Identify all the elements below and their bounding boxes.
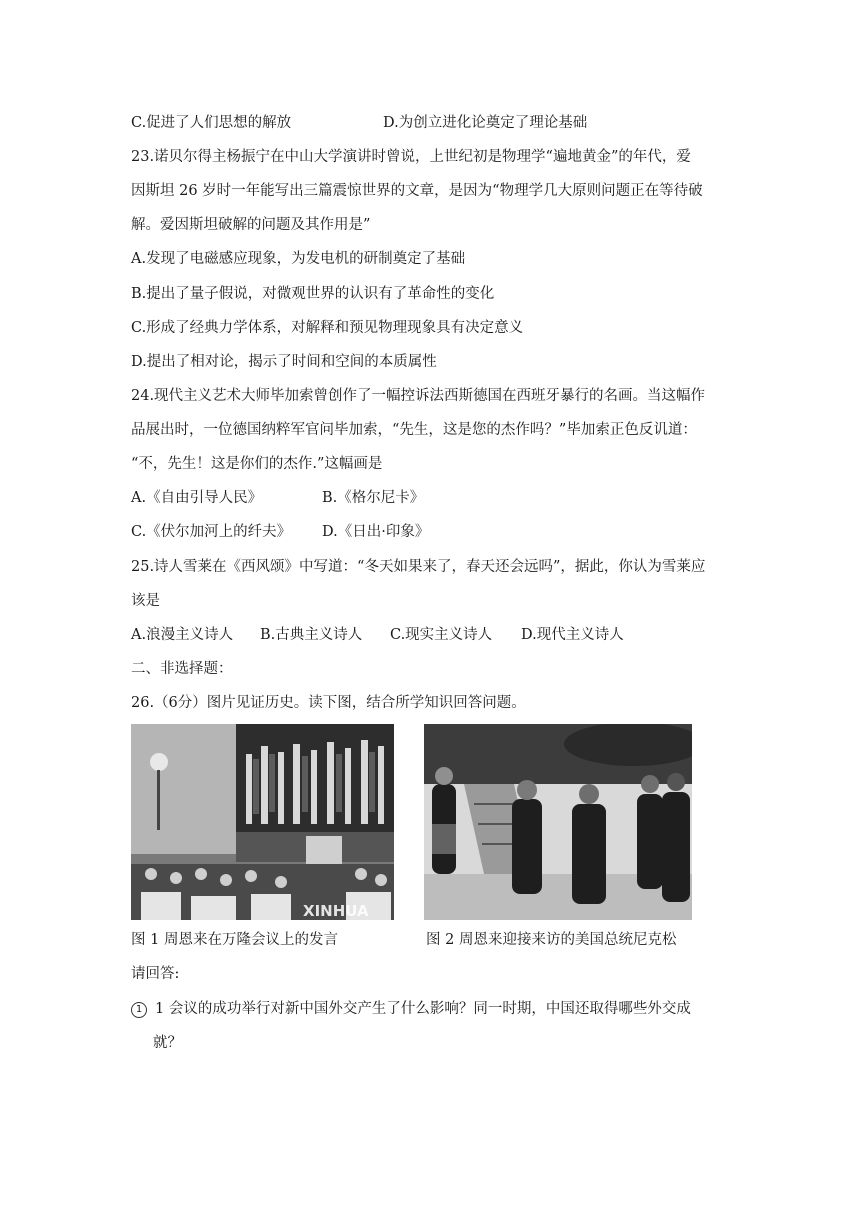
q24-stem-line2: 品展出时，一位德国纳粹军官问毕加索，“先生，这是您的杰作吗？”毕加索正色反讥道： bbox=[131, 422, 697, 438]
q24-stem-line1: 24.现代主义艺术大师毕加索曾创作了一幅控诉法西斯德国在西班牙暴行的名画。当这幅作 bbox=[131, 388, 706, 404]
q22-option-d: D.为创立进化论奠定了理论基础 bbox=[383, 115, 588, 131]
q25-stem-line2: 该是 bbox=[131, 593, 160, 609]
q26-sub1-line1 bbox=[131, 999, 691, 1019]
q23-stem-line2: 因斯坦 26 岁时一年能写出三篇震惊世界的文章，是因为“物理学几大原则问题正在等待破 bbox=[131, 183, 703, 199]
q26-prompt: 请回答: bbox=[131, 966, 180, 982]
q26-sub1-line2: 就？ bbox=[153, 1035, 182, 1051]
q25-option-b: B.古典主义诗人 bbox=[260, 627, 363, 643]
q22-option-c: C.促进了人们思想的解放 bbox=[131, 115, 292, 131]
q26-intro: 26.（6分）图片见证历史。读下图，结合所学知识回答问题。 bbox=[131, 695, 526, 711]
q24-option-a: A.《自由引导人民》 bbox=[131, 490, 263, 506]
q23-stem-line1: 23.诺贝尔得主杨振宁在中山大学演讲时曾说，上世纪初是物理学“遍地黄金”的年代，爱 bbox=[131, 149, 691, 165]
q25-stem-line1: 25.诗人雪莱在《西风颂》中写道：“冬天如果来了，春天还会远吗”，据此，你认为雪莱应 bbox=[131, 559, 706, 575]
figure-1-watermark: XINHUA bbox=[303, 902, 369, 920]
q26-sub1-text: 1 会议的成功举行对新中国外交产生了什么影响？同一时期，中国还取得哪些外交成 bbox=[155, 1001, 691, 1017]
q23-stem-line3: 解。爱因斯坦破解的问题及其作用是” bbox=[131, 217, 371, 233]
q26-sub1-marker: 1 bbox=[131, 1002, 147, 1018]
q25-option-d: D.现代主义诗人 bbox=[521, 627, 624, 643]
q23-option-c: C.形成了经典力学体系，对解释和预见物理现象具有决定意义 bbox=[131, 320, 524, 336]
figure-1-caption: 图 1 周恩来在万隆会议上的发言 bbox=[131, 932, 338, 948]
q23-option-d: D.提出了相对论，揭示了时间和空间的本质属性 bbox=[131, 354, 437, 370]
figure-1-photo bbox=[131, 724, 394, 920]
q24-option-c: C.《伏尔加河上的纤夫》 bbox=[131, 524, 292, 540]
figure-2-caption: 图 2 周恩来迎接来访的美国总统尼克松 bbox=[426, 932, 677, 948]
q24-option-d: D.《日出·印象》 bbox=[322, 524, 430, 540]
q23-option-a: A.发现了电磁感应现象，为发电机的研制奠定了基础 bbox=[131, 251, 466, 267]
q24-stem-line3: “不，先生！这是你们的杰作.”这幅画是 bbox=[131, 456, 383, 472]
q25-option-a: A.浪漫主义诗人 bbox=[131, 627, 234, 643]
section-heading: 二、非选择题： bbox=[131, 661, 233, 677]
q25-option-c: C.现实主义诗人 bbox=[390, 627, 493, 643]
q24-option-b: B.《格尔尼卡》 bbox=[322, 490, 425, 506]
q23-option-b: B.提出了量子假说，对微观世界的认识有了革命性的变化 bbox=[131, 286, 495, 302]
figure-2-photo bbox=[424, 724, 692, 920]
